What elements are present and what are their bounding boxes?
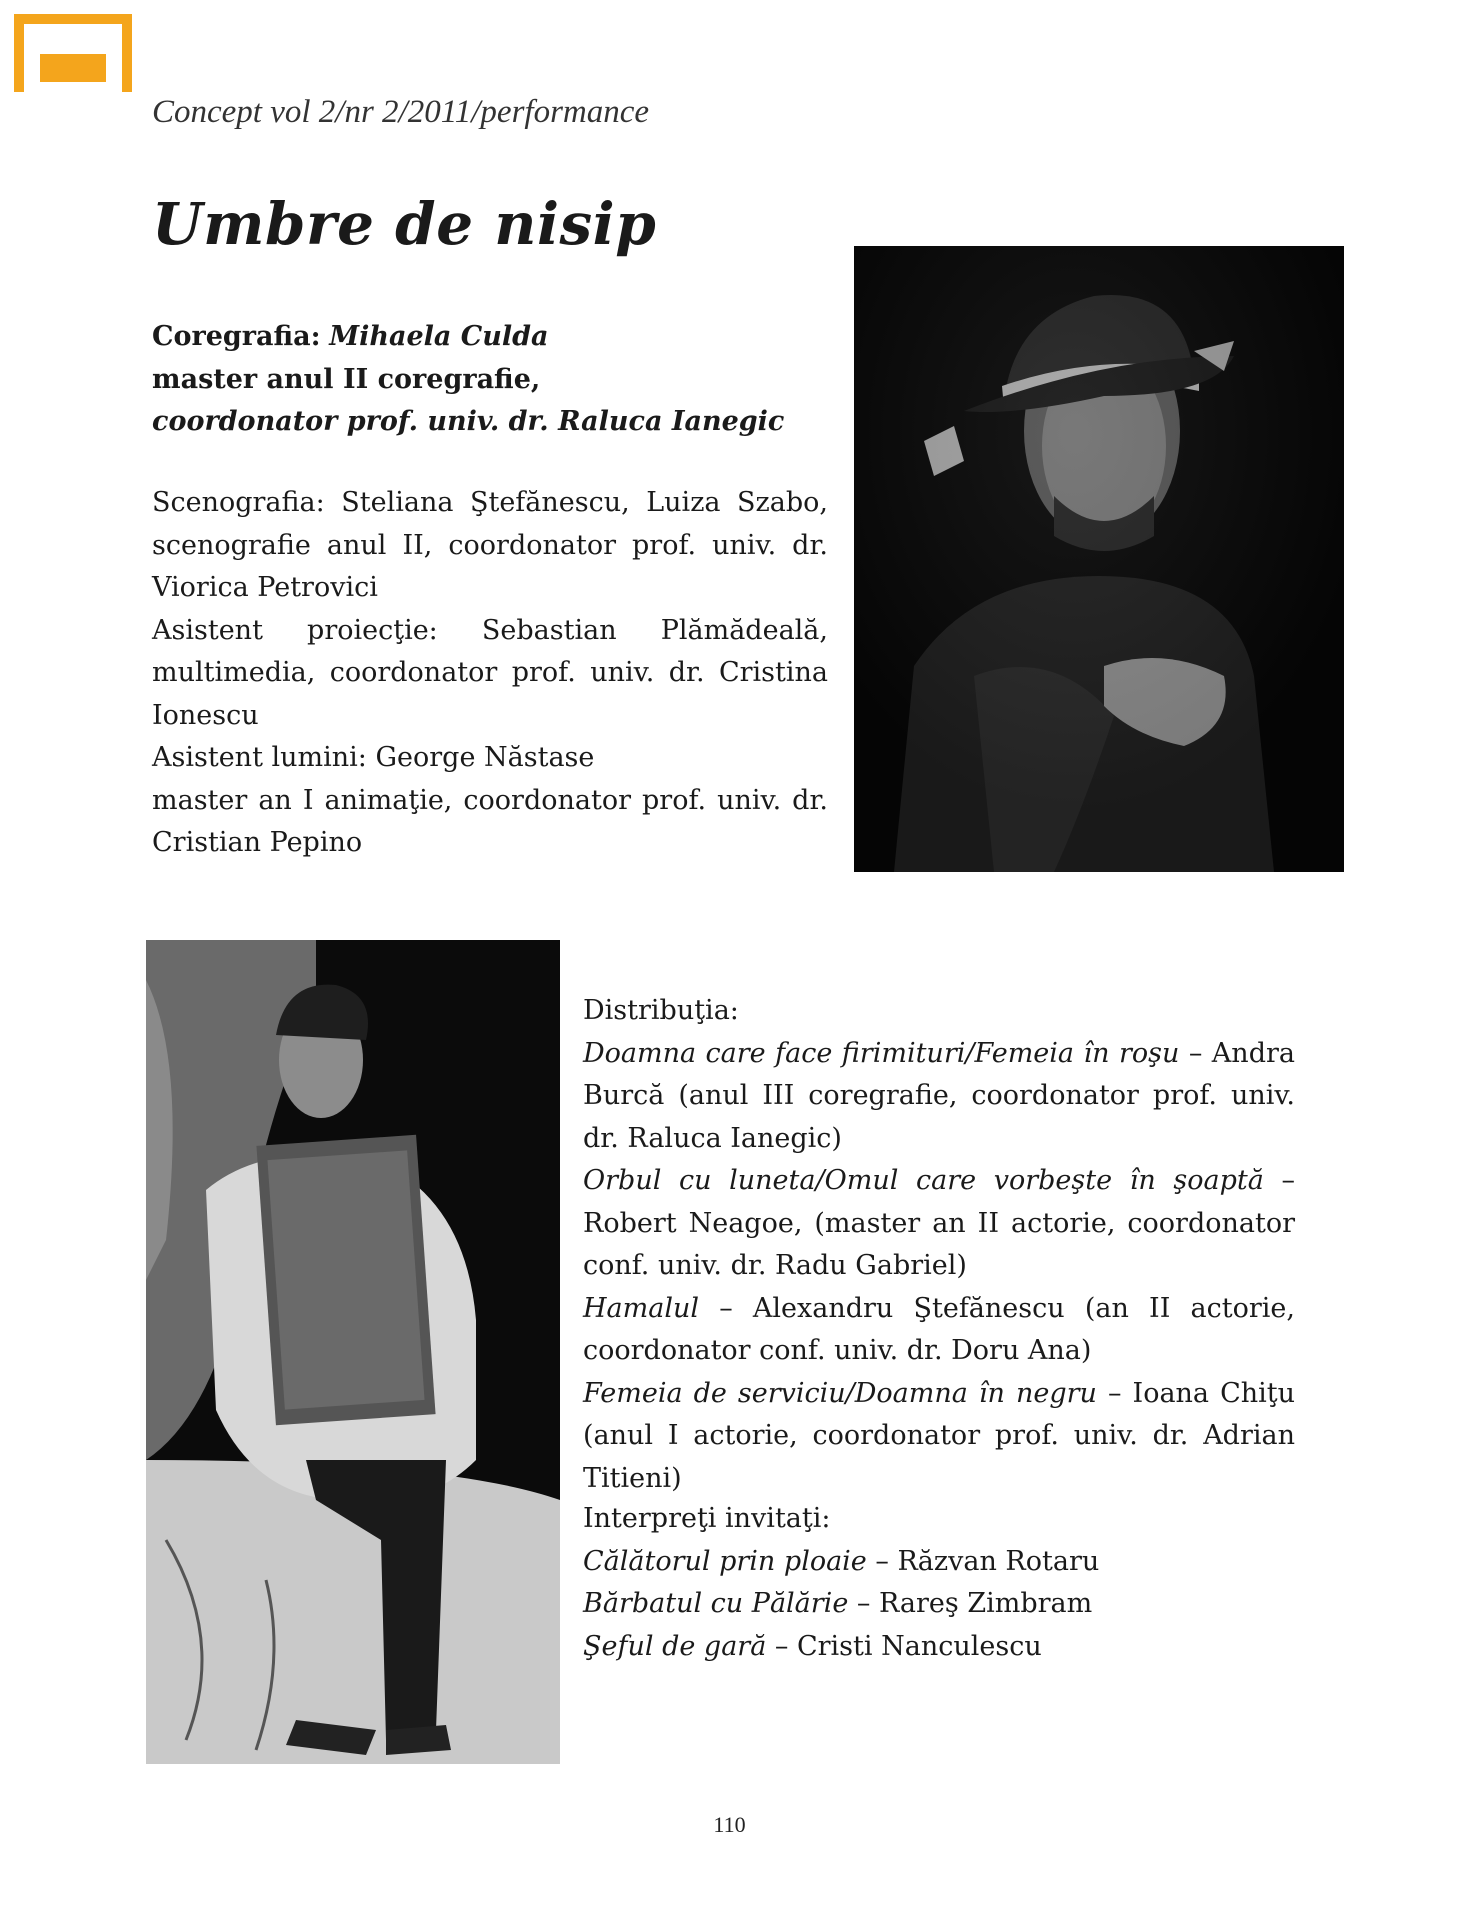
cast-heading: Distribuţia:: [583, 995, 739, 1026]
photo-man-with-hat: [854, 246, 1344, 872]
logo-bar: [40, 54, 106, 82]
cast-list: [583, 990, 1295, 1500]
article-title: Umbre de nisip: [152, 190, 657, 258]
guest-entry: Bărbatul cu Pălărie – Rareş Zimbram: [583, 1588, 1093, 1619]
choreography-program: master anul II coregrafie,: [152, 363, 541, 395]
cast-entry: Hamalul – Alexandru Ştefănescu (an II actorie, coordonator conf. univ. dr. Doru Ana): [583, 1292, 1295, 1366]
choreography-label: Coregrafia:: [152, 321, 321, 352]
guest-entry: Şeful de gară – Cristi Nanculescu: [583, 1630, 1042, 1662]
choreographer-name: Mihaela Culda: [329, 321, 549, 352]
cast-entry: Orbul cu luneta/Omul care vorbeşte în şoaptă – Robert Neagoe, (master an II actorie, coordonator conf. univ. dr. Radu Gabriel): [583, 1165, 1296, 1281]
journal-reference: Concept vol 2/nr 2/2011/performance: [152, 94, 650, 130]
cast-entry: Doamna care face firimituri/Femeia în roşu – Andra Burcă (anul III coregrafie, coordonator prof. univ. dr. Raluca Ianegic): [583, 1037, 1295, 1154]
guest-entry: Călătorul prin ploaie – Răzvan Rotaru: [583, 1545, 1100, 1577]
choreography-coordinator: coordonator prof. univ. dr. Raluca Ianegic: [152, 406, 785, 437]
credit-projection: Asistent proiecţie: Sebastian Plămădeală, multimedia, coordonator prof. univ. dr. Cristina Ionescu: [152, 614, 828, 731]
guests-heading: Interpreţi invitaţi:: [583, 1503, 831, 1534]
journal-logo: [14, 14, 132, 92]
cast-entry: Femeia de serviciu/Doamna în negru – Ioana Chiţu (anul I actorie, coordonator prof. univ. dr. Adrian Titieni): [583, 1377, 1295, 1494]
photo-man-with-suitcase: [146, 940, 560, 1764]
page-number: 110: [713, 1812, 746, 1837]
credit-lighting-program: master an I animaţie, coordonator prof. univ. dr. Cristian Pepino: [152, 784, 828, 858]
production-credits: [152, 482, 828, 865]
credit-lighting: Asistent lumini: George Năstase: [152, 742, 595, 773]
guest-performers: [583, 1498, 1295, 1668]
credit-scenography: Scenografia: Steliana Ştefănescu, Luiza Szabo, scenografie anul II, coordonator prof. univ. dr. Viorica Petrovici: [152, 487, 828, 603]
choreography-credit: [152, 316, 785, 444]
